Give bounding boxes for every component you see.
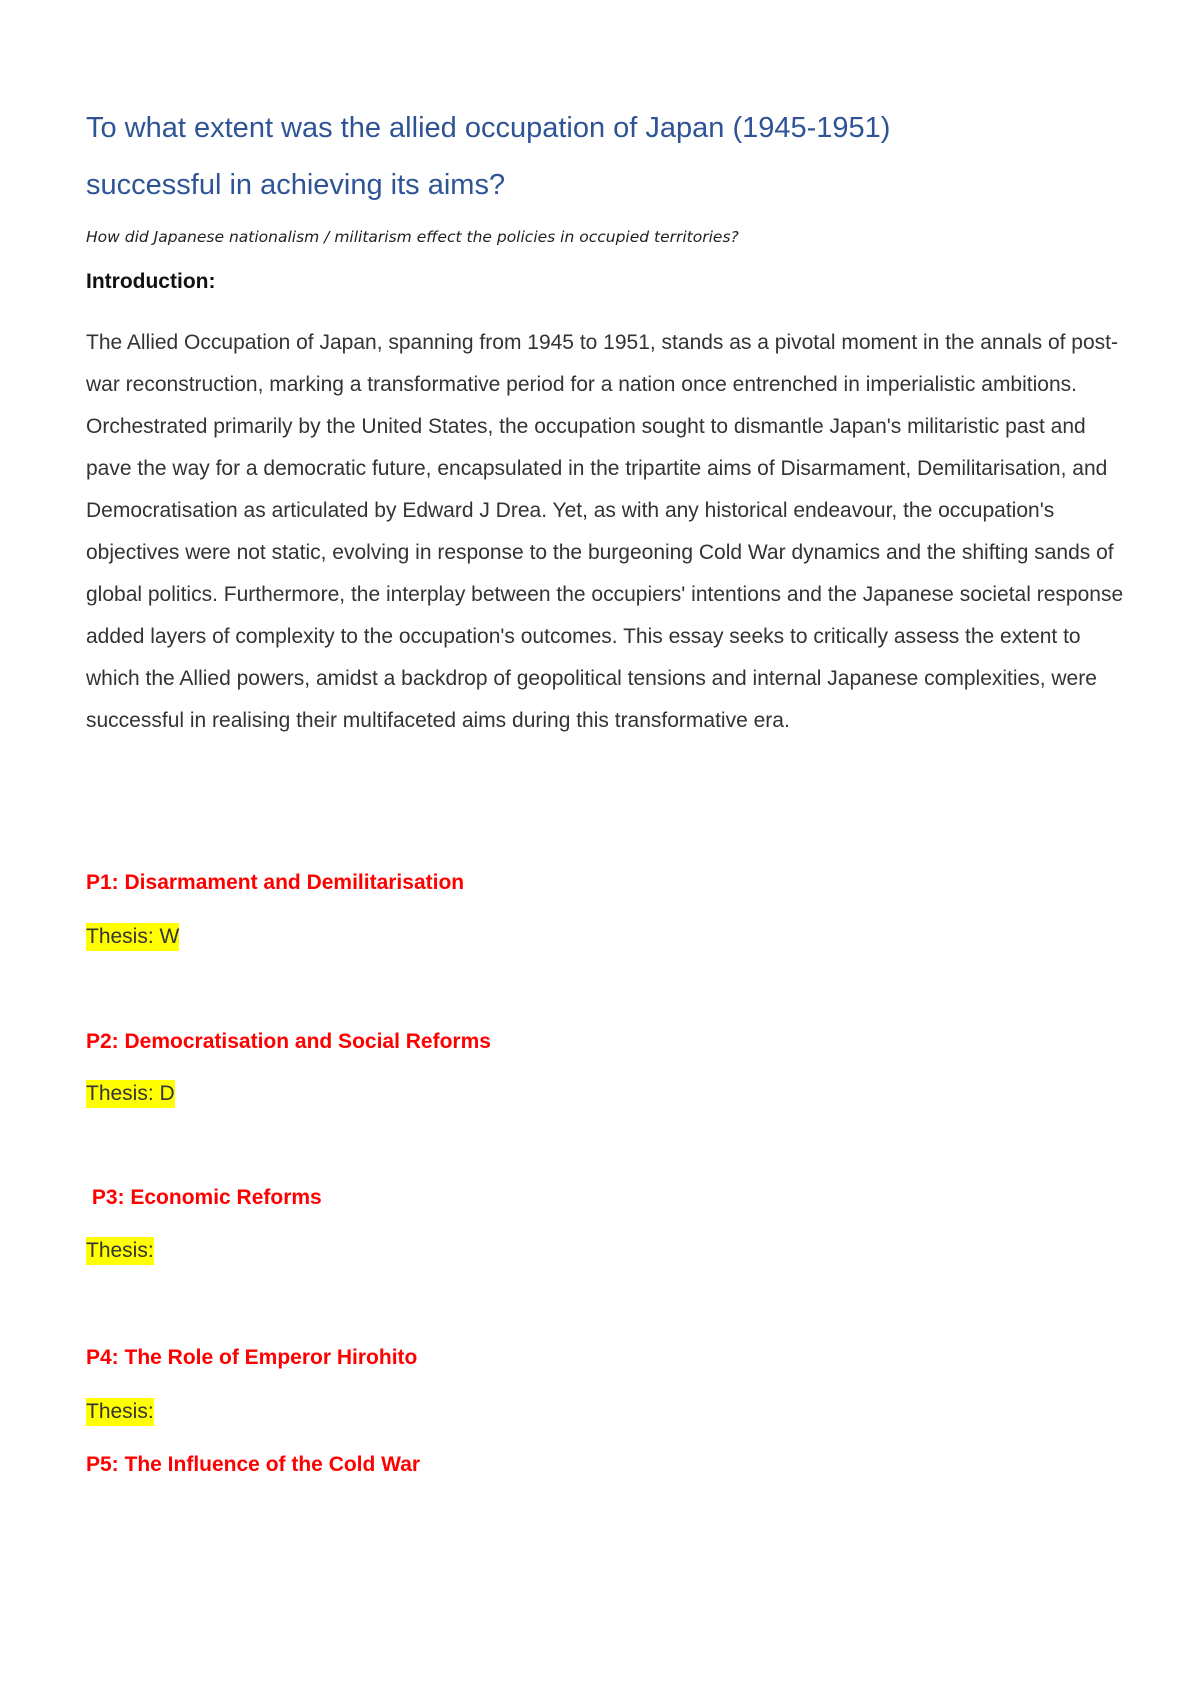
thesis-p1-wrap: [86, 923, 179, 951]
thesis-p3: Thesis:: [86, 1237, 154, 1265]
section-heading-p2: P2: Democratisation and Social Reforms: [86, 1030, 491, 1053]
section-p5: [86, 1451, 420, 1479]
section-heading-p5: P5: The Influence of the Cold War: [86, 1453, 421, 1476]
title-line-2: successful in achieving its aims?: [86, 169, 506, 201]
document-subtitle: How did Japanese nationalism / militarism effect the policies in occupied territories?: [86, 228, 739, 246]
section-p4: [86, 1344, 417, 1372]
thesis-p4-wrap: [86, 1398, 154, 1426]
introduction-paragraph: The Allied Occupation of Japan, spanning from 1945 to 1951, stands as a pivotal moment in the annals of post-war reconstruction, marking a transformative period for a nation once entrenched in imperialistic ambitions. Orchestrated primarily by the United States, the occupation sought to dismantle Japan's militaristic past and pave the way for a democratic future, encapsulated in the tripartite aims of Disarmament, Demilitarisation, and Democratisation as articulated by Edward J Drea. Yet, as with any historical endeavour, the occupation's objectives were not static, evolving in response to the burgeoning Cold War dynamics and the shifting sands of global politics. Furthermore, the interplay between the occupiers' intentions and the Japanese societal response added layers of complexity to the occupation's outcomes. This essay seeks to critically assess the extent to which the Allied powers, amidst a backdrop of geopolitical tensions and internal Japanese complexities, were successful in realising their multifaceted aims during this transformative era.: [86, 331, 1124, 732]
title-line-1: To what extent was the allied occupation of Japan (1945-1951): [86, 112, 891, 144]
section-p2: [86, 1028, 491, 1056]
thesis-p4: Thesis:: [86, 1398, 154, 1426]
section-heading-p4: P4: The Role of Emperor Hirohito: [86, 1346, 418, 1369]
thesis-p2-wrap: [86, 1080, 175, 1108]
document-title: [86, 100, 1136, 214]
thesis-p2: Thesis: D: [86, 1080, 175, 1108]
introduction-heading: Introduction:: [86, 270, 216, 293]
thesis-p1: Thesis: W: [86, 923, 179, 951]
document-page: [86, 100, 1136, 742]
section-heading-p1: P1: Disarmament and Demilitarisation: [86, 871, 465, 894]
section-p1: [86, 869, 464, 897]
section-heading-p3: P3: Economic Reforms: [86, 1186, 322, 1209]
thesis-p3-wrap: [86, 1237, 154, 1265]
section-p3: [86, 1184, 322, 1212]
